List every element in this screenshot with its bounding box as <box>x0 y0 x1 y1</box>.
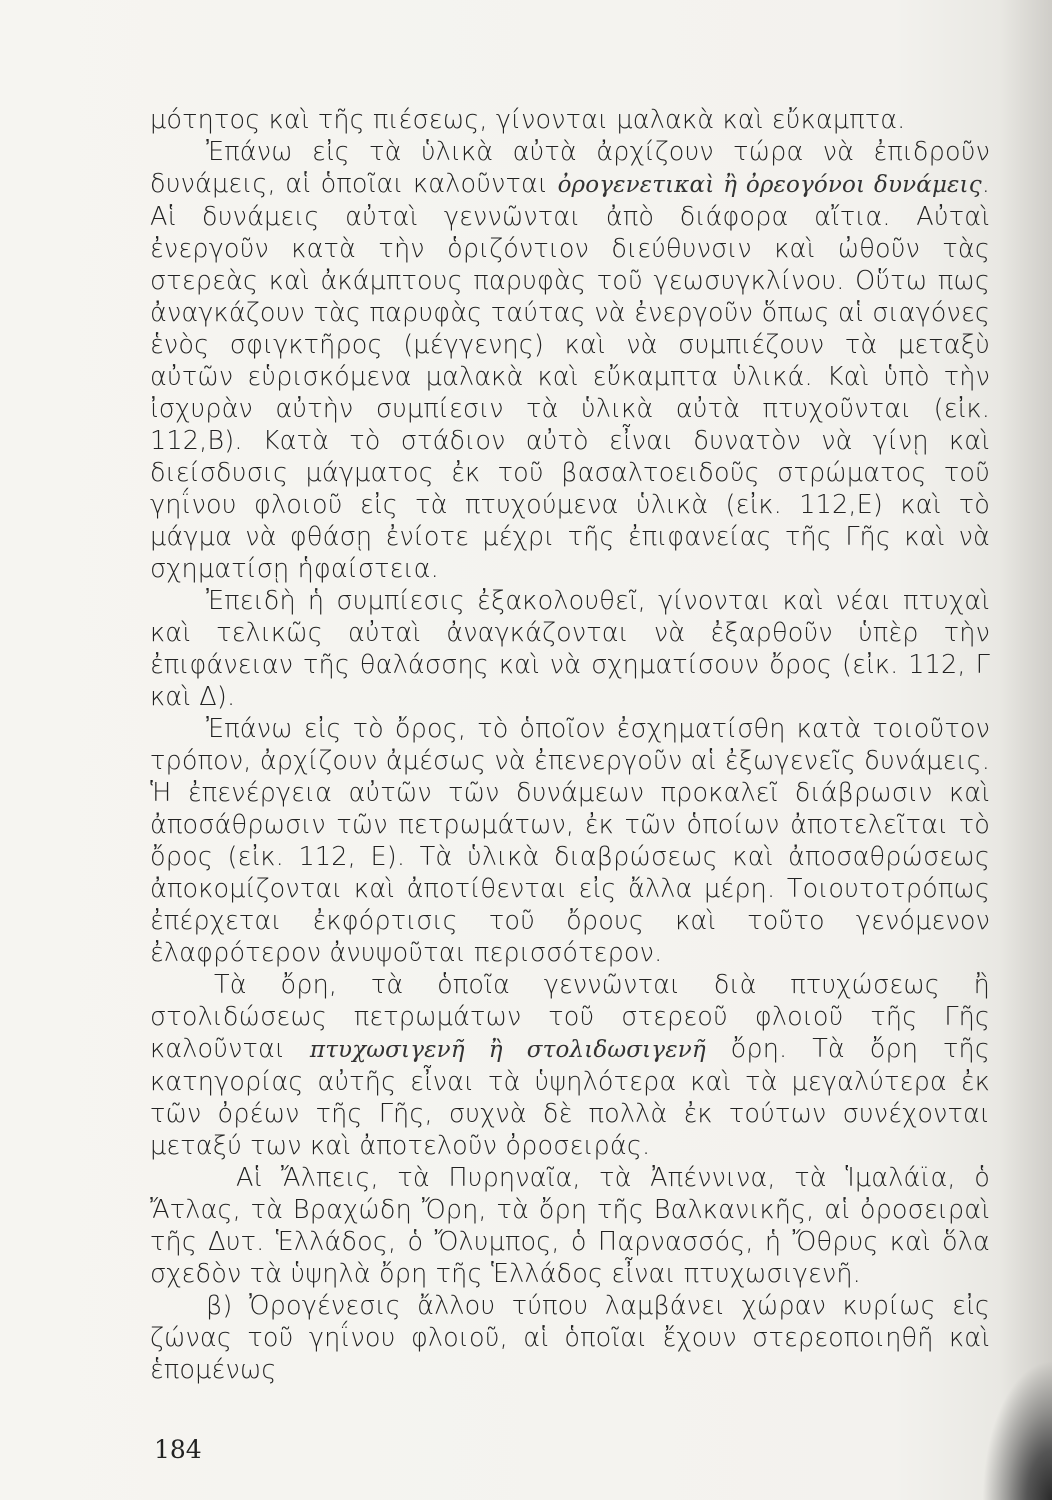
paragraph-3 <box>150 585 990 713</box>
italic-term: ὀρογενετικαὶ ἢ ὀρεογόνοι δυνάμεις <box>557 172 982 198</box>
paragraph-4 <box>150 713 990 969</box>
paragraph-1 <box>150 104 990 136</box>
paragraph-6 <box>150 1162 990 1290</box>
text-run: β) Ὀρογένεσις ἄλλου τύπου λαμβάνει χώραν κυρίως εἰς ζώνας τοῦ γηΐνου φλοιοῦ, αἱ ὁποῖαι ἔχουν στερεοποιηθῆ καὶ ἑπομένως <box>150 1291 990 1385</box>
text-run: μότητος καὶ τῆς πιέσεως, γίνονται μαλακὰ καὶ εὔκαμπτα. <box>150 105 906 135</box>
paragraph-5 <box>150 969 990 1162</box>
paragraph-2 <box>150 136 990 585</box>
page-number: 184 <box>154 1435 202 1464</box>
text-run: ὄρη. Τὰ ὄρη τῆς κατηγορίας αὐτῆς εἶναι τὰ ὑψηλότερα καὶ τὰ μεγαλύτερα ἐκ τῶν ὀρέων τῆς Γῆς, συχνὰ δὲ πολλὰ ἐκ τούτων συνέχονται μεταξύ των καὶ ἀποτελοῦν ὀροσειράς. <box>150 1034 990 1161</box>
text-run: Ἐπάνω εἰς τὰ ὑλικὰ αὐτὰ ἀρχίζουν τώρα νὰ ἐπιδροῦν δυνάμεις, αἱ ὁποῖαι καλοῦνται <box>150 137 990 199</box>
text-run: Ἐπειδὴ ἡ συμπίεσις ἐξακολουθεῖ, γίνονται καὶ νέαι πτυχαὶ καὶ τελικῶς αὐταὶ ἀναγκάζονται νὰ ἐξαρθοῦν ὑπὲρ τὴν ἐπιφάνειαν τῆς θαλάσσης καὶ νὰ σχηματίσουν ὄρος (εἰκ. 112, Γ καὶ Δ). <box>150 586 990 712</box>
text-run: . Αἱ δυνάμεις αὐταὶ γεννῶνται ἀπὸ διάφορα αἴτια. Αὐταὶ ἐνεργοῦν κατὰ τὴν ὁριζόντιον διεύθυνσιν καὶ ὠθοῦν τὰς στερεὰς καὶ ἀκάμπτους παρυφὰς τοῦ γεωσυγκλίνου. Οὕτω πως ἀναγκάζουν τὰς παρυφὰς ταύτας νὰ ἐνεργοῦν ὅπως αἱ σιαγόνες ἑνὸς σφιγκτῆρος (μέγγενης) καὶ νὰ συμπιέζουν τὰ μεταξὺ αὐτῶν εὑρισκόμενα μαλακὰ καὶ εὔκαμπτα ὑλικά. Καὶ ὑπὸ τὴν ἰσχυρὰν αὐτὴν συμπίεσιν τὰ ὑλικὰ αὐτὰ πτυχοῦνται (εἰκ. 112,Β). Κατὰ τὸ στάδιον αὐτὸ εἶναι δυνατὸν νὰ γίνῃ καὶ διείσδυσις μάγματος ἐκ τοῦ βασαλτοειδοῦς στρώματος τοῦ γηΐνου φλοιοῦ εἰς τὰ πτυχούμενα ὑλικὰ (εἰκ. 112,Ε) καὶ τὸ μάγμα νὰ φθάσῃ ἐνίοτε μέχρι τῆς ἐπιφανείας τῆς Γῆς καὶ νὰ σχηματίσῃ ἡφαίστεια. <box>150 169 990 584</box>
page-curl-shadow <box>982 1360 1052 1500</box>
paragraph-7 <box>150 1290 990 1386</box>
text-run: Τὰ ὄρη, τὰ ὁποῖα γεννῶνται διὰ πτυχώσεως ἢ στολιδώσεως πετρωμάτων τοῦ στερεοῦ φλοιοῦ τῆς Γῆς καλοῦνται <box>150 970 990 1064</box>
text-run: Ἐπάνω εἰς τὸ ὄρος, τὸ ὁποῖον ἐσχηματίσθη κατὰ τοιοῦτον τρόπον, ἀρχίζουν ἀμέσως νὰ ἐπενεργοῦν αἱ ἐξωγενεῖς δυνάμεις. Ἡ ἐπενέργεια αὐτῶν τῶν δυνάμεων προκαλεῖ διάβρωσιν καὶ ἀποσάθρωσιν τῶν πετρωμάτων, ἐκ τῶν ὁποίων ἀποτελεῖται τὸ ὄρος (εἰκ. 112, Ε). Τὰ ὑλικὰ διαβρώσεως καὶ ἀποσαθρώσεως ἀποκομίζονται καὶ ἀποτίθενται εἰς ἄλλα μέρη. Τοιουτοτρόπως ἐπέρχεται ἐκφόρτισις τοῦ ὄρους καὶ τοῦτο γενόμενον ἐλαφρότερον ἀνυψοῦται περισσότερον. <box>150 714 990 968</box>
italic-term: πτυχωσιγενῆ ἢ στολιδωσιγενῆ <box>309 1037 706 1063</box>
text-run: Αἱ Ἄλπεις, τὰ Πυρηναῖα, τὰ Ἀπέννινα, τὰ Ἱμαλάϊα, ὁ Ἄτλας, τὰ Βραχώδη Ὄρη, τὰ ὄρη τῆς Βαλκανικῆς, αἱ ὀροσειραὶ τῆς Δυτ. Ἑλλάδος, ὁ Ὄλυμπος, ὁ Παρνασσός, ἡ Ὄθρυς καὶ ὅλα σχεδὸν τὰ ὑψηλὰ ὄρη τῆς Ἑλλάδος εἶναι πτυχωσιγενῆ. <box>150 1163 990 1289</box>
body-text <box>150 104 990 1386</box>
